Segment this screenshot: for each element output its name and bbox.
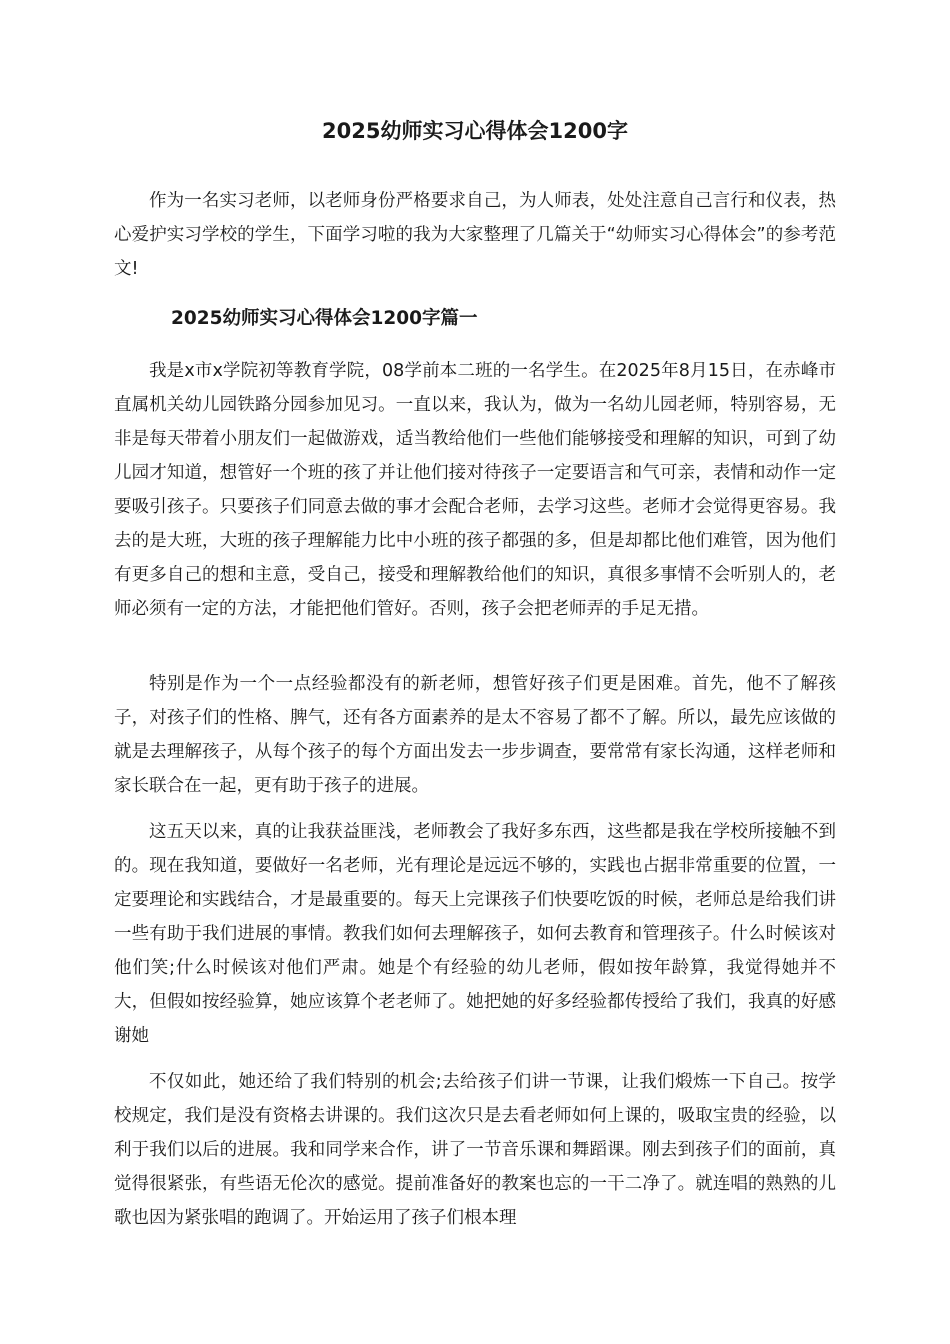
section-heading: 2025幼师实习心得体会1200字篇一 <box>171 308 478 329</box>
body-paragraph: 不仅如此，她还给了我们特别的机会;去给孩子们讲一节课，让我们煅炼一下自己。按学校规定，我们是没有资格去讲课的。我们这次只是去看老师如何上课的，吸取宝贵的经验，以利于我们以后的进展。我和同学来合作，讲了一节音乐课和舞蹈课。刚去到孩子们的面前，真觉得很紧张，有些语无伦次的感觉。提前准备好的教案也忘的一干二净了。就连唱的熟熟的儿歌也因为紧张唱的跑调了。开始运用了孩子们根本理 <box>114 1072 836 1228</box>
intro-paragraph: 作为一名实习老师，以老师身份严格要求自己，为人师表，处处注意自己言行和仪表，热心爱护实习学校的学生，下面学习啦的我为大家整理了几篇关于“幼师实习心得体会”的参考范文! <box>114 191 836 279</box>
document-title: 2025幼师实习心得体会1200字 <box>322 119 628 143</box>
body-paragraph: 这五天以来，真的让我获益匪浅，老师教会了我好多东西，这些都是我在学校所接触不到的。现在我知道，要做好一名老师，光有理论是远远不够的，实践也占据非常重要的位置，一定要理论和实践结合，才是最重要的。每天上完课孩子们快要吃饭的时候，老师总是给我们讲一些有助于我们进展的事情。教我们如何去理解孩子，如何去教育和管理孩子。什么时候该对他们笑;什么时候该对他们严肃。她是个有经验的幼儿老师，假如按年龄算，我觉得她并不大，但假如按经验算，她应该算个老老师了。她把她的好多经验都传授给了我们，我真的好感谢她 <box>114 822 836 1046</box>
body-paragraph: 特别是作为一个一点经验都没有的新老师，想管好孩子们更是困难。首先，他不了解孩子，对孩子们的性格、脾气，还有各方面素养的是太不容易了都不了解。所以，最先应该做的就是去理解孩子，从每个孩子的每个方面出发去一步步调查，要常常有家长沟通，这样老师和家长联合在一起，更有助于孩子的进展。 <box>114 674 836 796</box>
body-paragraph: 我是x市x学院初等教育学院，08学前本二班的一名学生。在2025年8月15日，在赤峰市直属机关幼儿园铁路分园参加见习。一直以来，我认为，做为一名幼儿园老师，特别容易，无非是每天带着小朋友们一起做游戏，适当教给他们一些他们能够接受和理解的知识，可到了幼儿园才知道，想管好一个班的孩了并让他们接对待孩子一定要语言和气可亲，表情和动作一定要吸引孩子。只要孩子们同意去做的事才会配合老师，去学习这些。老师才会觉得更容易。我去的是大班，大班的孩子理解能力比中小班的孩子都强的多，但是却都比他们难管，因为他们有更多自己的想和主意，受自己，接受和理解教给他们的知识，真很多事情不会听别人的，老师必须有一定的方法，才能把他们管好。否则，孩子会把老师弄的手足无措。 <box>114 361 836 619</box>
